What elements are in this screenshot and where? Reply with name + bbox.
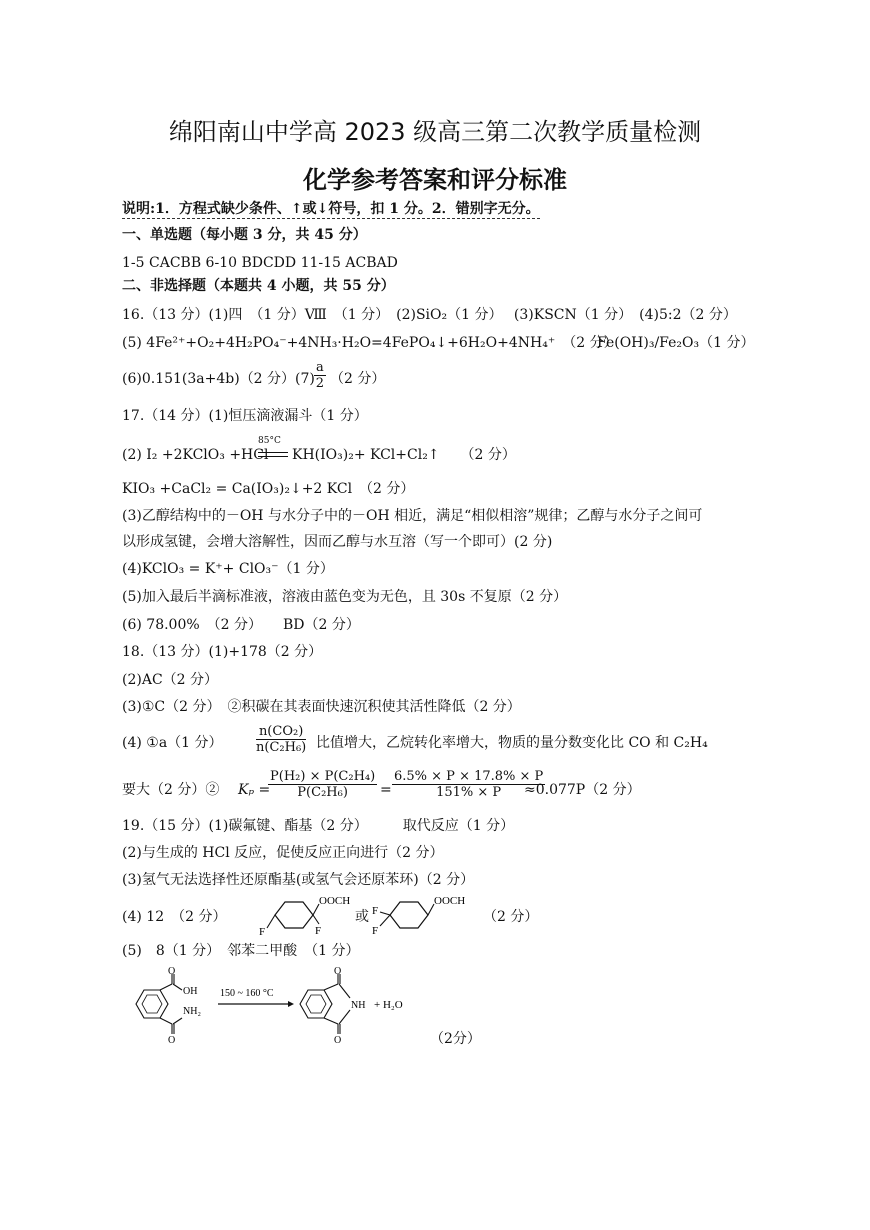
bond bbox=[160, 984, 172, 990]
bond bbox=[313, 915, 319, 924]
fraction-numerator: a bbox=[316, 360, 324, 375]
reaction-scheme bbox=[128, 964, 448, 1044]
bond bbox=[173, 1018, 182, 1024]
benzene-ring bbox=[136, 990, 168, 1018]
section1-answers: 1-5 CACBB 6-10 BDCDD 11-15 ACBAD bbox=[122, 255, 398, 271]
scoring-note: 说明:1．方程式缺少条件、↑或↓符号，扣 1 分。2．错别字无分。 bbox=[122, 201, 540, 217]
ester-label: OOCH bbox=[319, 895, 351, 907]
fluorine-label: F bbox=[259, 926, 266, 938]
kp2-numerator: 6.5% × P × 17.8% × P bbox=[394, 769, 544, 784]
difluoro-cyclohexane-structure-1 bbox=[255, 890, 355, 940]
oxygen-label: O bbox=[168, 1035, 176, 1044]
amide-label: NH₂ bbox=[183, 1006, 201, 1017]
bond bbox=[173, 984, 182, 990]
q19-line3: (3)氢气无法选择性还原酯基(或氢气会还原苯环)（2 分） bbox=[122, 872, 475, 888]
q19-line1: 19.（15 分）(1)碳氟键、酯基（2 分） 取代反应（1 分） bbox=[122, 818, 515, 834]
q16-line2b: Fe(OH)₃/Fe₂O₃（1 分） bbox=[597, 335, 755, 351]
q19-line6: （2分） bbox=[430, 1031, 481, 1047]
q17-line8: (6) 78.00% （2 分） BD（2 分） bbox=[122, 617, 360, 633]
reaction-condition: 85°C bbox=[258, 436, 281, 446]
imide-nh-label: NH bbox=[351, 1000, 366, 1011]
q18-line2: (2)AC（2 分） bbox=[122, 672, 219, 688]
kp-fraction-1 bbox=[268, 769, 377, 800]
bond bbox=[380, 915, 390, 926]
ester-label: OOCH bbox=[434, 895, 466, 907]
q16-line3b: （2 分） bbox=[330, 371, 386, 387]
aromatic-inner-ring bbox=[306, 995, 326, 1013]
cyclohexane-ring bbox=[390, 902, 428, 928]
bond bbox=[339, 984, 350, 998]
difluoro-cyclohexane-structure-2 bbox=[368, 890, 478, 940]
q19-line4a: (4) 12 （2 分） bbox=[122, 909, 227, 925]
q19-line2: (2)与生成的 HCl 反应，促使反应正向进行（2 分） bbox=[122, 845, 444, 861]
aromatic-inner-ring bbox=[142, 995, 162, 1013]
bond bbox=[380, 912, 390, 915]
kp2-denominator: 151% × P bbox=[436, 785, 502, 800]
q17-line3: KIO₃ +CaCl₂ = Ca(IO₃)₂↓+2 KCl （2 分） bbox=[122, 481, 415, 497]
bond bbox=[267, 915, 275, 928]
fluorine-label: F bbox=[372, 925, 379, 937]
benzene-ring bbox=[300, 990, 332, 1018]
hydroxyl-label: OH bbox=[183, 986, 198, 997]
fluorine-label: F bbox=[372, 905, 379, 917]
q18-line3: (3)①C（2 分） ②积碳在其表面快速沉积使其活性降低（2 分） bbox=[122, 699, 521, 715]
q17-line6: (4)KClO₃ = K⁺+ ClO₃⁻（1 分） bbox=[122, 561, 334, 577]
oxygen-label: O bbox=[168, 966, 176, 977]
kp-symbol: Kₚ = bbox=[238, 782, 271, 798]
reaction-condition: 150 ~ 160 °C bbox=[220, 988, 274, 999]
q17-line2b: KH(IO₃)₂+ KCl+Cl₂↑ （2 分） bbox=[292, 447, 516, 463]
or-word: 或 bbox=[355, 909, 369, 925]
double-bond-arrow bbox=[258, 452, 288, 457]
q19-line5: (5) 8（1 分） 邻苯二甲酸 （1 分） bbox=[122, 943, 360, 959]
q18-line5a: 要大（2 分）② bbox=[122, 782, 220, 798]
equals-sign: = bbox=[380, 782, 392, 798]
section2-heading: 二、非选择题（本题共 4 小题，共 55 分） bbox=[122, 278, 395, 294]
kp-denominator: P(C₂H₆) bbox=[297, 785, 348, 800]
bond bbox=[160, 1018, 172, 1024]
q16-fraction bbox=[314, 360, 326, 391]
q17-line5: 以形成氢键，会增大溶解性，因而乙醇与水互溶（写一个即可）(2 分) bbox=[122, 534, 553, 550]
section1-heading: 一、单选题（每小题 3 分，共 45 分） bbox=[122, 227, 367, 243]
q18-line4b: 比值增大，乙烷转化率增大，物质的量分数变化比 CO 和 C₂H₄ bbox=[316, 735, 708, 751]
arrow-head bbox=[288, 1001, 294, 1007]
q16-line3a: (6)0.151(3a+4b)（2 分）(7) bbox=[122, 371, 315, 387]
bond bbox=[324, 984, 338, 990]
water-product: + H₂O bbox=[374, 999, 403, 1011]
kp-numerator: P(H₂) × P(C₂H₄) bbox=[270, 769, 376, 784]
document-title: 绵阳南山中学高 2023 级高三第二次教学质量检测 bbox=[168, 118, 702, 146]
ratio-fraction bbox=[256, 724, 306, 755]
oxygen-label: O bbox=[334, 1035, 342, 1044]
q17-line4: (3)乙醇结构中的－OH 与水分子中的－OH 相近，满足“相似相溶”规律；乙醇与水分子之间可 bbox=[122, 508, 703, 524]
fraction-denominator: 2 bbox=[315, 376, 325, 391]
q18-line5b: ≈0.077P（2 分） bbox=[524, 782, 641, 798]
cyclohexane-ring bbox=[275, 902, 313, 928]
document-subtitle: 化学参考答案和评分标准 bbox=[303, 166, 567, 194]
q18-line1: 18.（13 分）(1)+178（2 分） bbox=[122, 644, 323, 660]
q19-line4b: （2 分） bbox=[483, 909, 539, 925]
bond bbox=[339, 1010, 350, 1024]
q17-line2a: (2) I₂ +2KClO₃ +HCl bbox=[122, 447, 269, 463]
q16-line1: 16.（13 分）(1)四 （1 分）Ⅷ （1 分） (2)SiO₂（1 分） (3)KSCN（1 分） (4)5:2（2 分） bbox=[122, 307, 737, 323]
ratio-denominator: n(C₂H₆) bbox=[256, 740, 307, 755]
ratio-numerator: n(CO₂) bbox=[256, 724, 306, 740]
q18-line4a: (4) ①a（1 分） bbox=[122, 735, 223, 751]
fluorine-label: F bbox=[315, 925, 322, 937]
kp-fraction-2 bbox=[392, 769, 545, 800]
q17-line7: (5)加入最后半滴标准液，溶液由蓝色变为无色，且 30s 不复原（2 分） bbox=[122, 589, 568, 605]
q16-line2: (5) 4Fe²⁺+O₂+4H₂PO₄⁻+4NH₃·H₂O=4FePO₄↓+6H₂O+4NH₄⁺ （2 分） bbox=[122, 335, 618, 351]
q17-line1: 17.（14 分）(1)恒压滴液漏斗（1 分） bbox=[122, 408, 368, 424]
oxygen-label: O bbox=[334, 966, 342, 977]
bond bbox=[324, 1018, 338, 1024]
